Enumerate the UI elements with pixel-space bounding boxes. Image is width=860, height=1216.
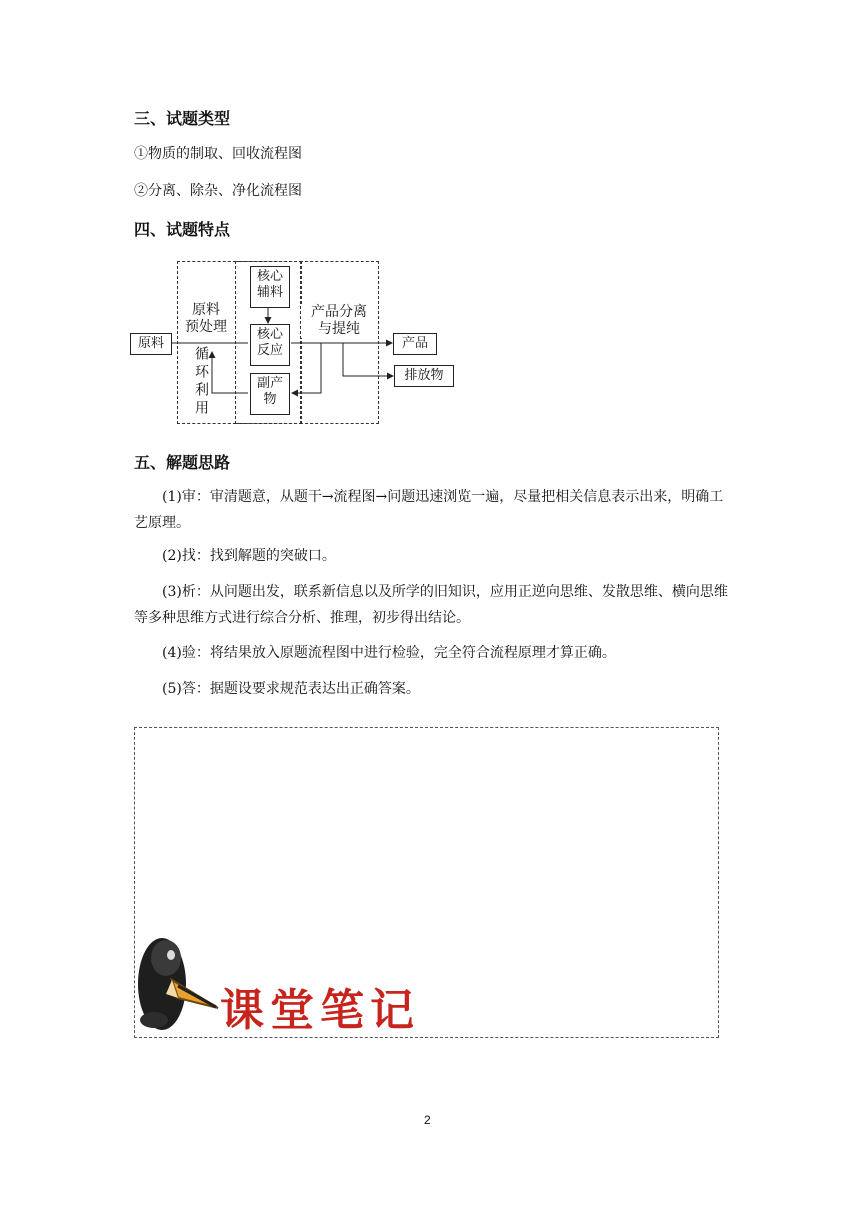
- discharge-label: 排放物: [404, 368, 444, 383]
- page-number: 2: [424, 1113, 431, 1127]
- separation-label: [301, 304, 377, 338]
- list-item: ①物质的制取、回收流程图: [134, 146, 302, 162]
- section-heading-features: 四、试题特点: [134, 220, 231, 239]
- pretreatment-label: [178, 302, 234, 336]
- product-box: [393, 333, 437, 355]
- recycle-label: 循环利用: [193, 346, 209, 418]
- arrow-to-byproduct: [292, 343, 321, 393]
- pretreatment-line-1: 原料: [192, 302, 220, 318]
- byproduct-box: [250, 373, 290, 415]
- pencil-mascot-icon: [136, 928, 226, 1036]
- raw-material-label: 原料: [137, 336, 164, 351]
- list-item: ②分离、除杂、净化流程图: [134, 183, 302, 199]
- notes-title: 课堂笔记: [220, 985, 420, 1036]
- core-line-2: 反应: [256, 343, 283, 358]
- byproduct-line-2: 物: [263, 392, 277, 407]
- separation-line-1: 产品分离: [311, 304, 367, 320]
- aux-material-box: [250, 266, 290, 308]
- discharge-box: [394, 365, 454, 387]
- aux-line-1: 核心: [256, 269, 283, 284]
- approach-step-2: (2)找：找到解题的突破口。: [162, 548, 336, 564]
- aux-line-2: 辅料: [256, 285, 283, 300]
- approach-step-4: (4)验：将结果放入原题流程图中进行检验，完全符合流程原理才算正确。: [162, 645, 616, 661]
- arrow-recycle: [212, 352, 248, 393]
- section-heading-approach: 五、解题思路: [134, 453, 231, 472]
- approach-step-3: (3)析：从问题出发，联系新信息以及所学的旧知识，应用正逆向思维、发散思维、横向思维等多种思维方式进行综合分析、推理，初步得出结论。: [134, 584, 728, 626]
- core-reaction-box: [250, 324, 290, 366]
- section-heading-types: 三、试题类型: [134, 109, 231, 128]
- product-label: 产品: [401, 336, 428, 351]
- flow-diagram: [128, 258, 478, 426]
- pretreatment-line-2: 预处理: [185, 319, 227, 335]
- core-line-1: 核心: [256, 327, 283, 342]
- separation-line-2: 与提纯: [318, 321, 360, 337]
- byproduct-line-1: 副产: [256, 376, 283, 391]
- approach-step-1: (1)审：审清题意，从题干→流程图→问题迅速浏览一遍，尽量把相关信息表示出来，明确工艺原理。: [134, 489, 724, 531]
- approach-step-5: (5)答：据题设要求规范表达出正确答案。: [162, 681, 420, 697]
- arrow-to-discharge: [343, 343, 393, 376]
- raw-material-box: [130, 333, 172, 355]
